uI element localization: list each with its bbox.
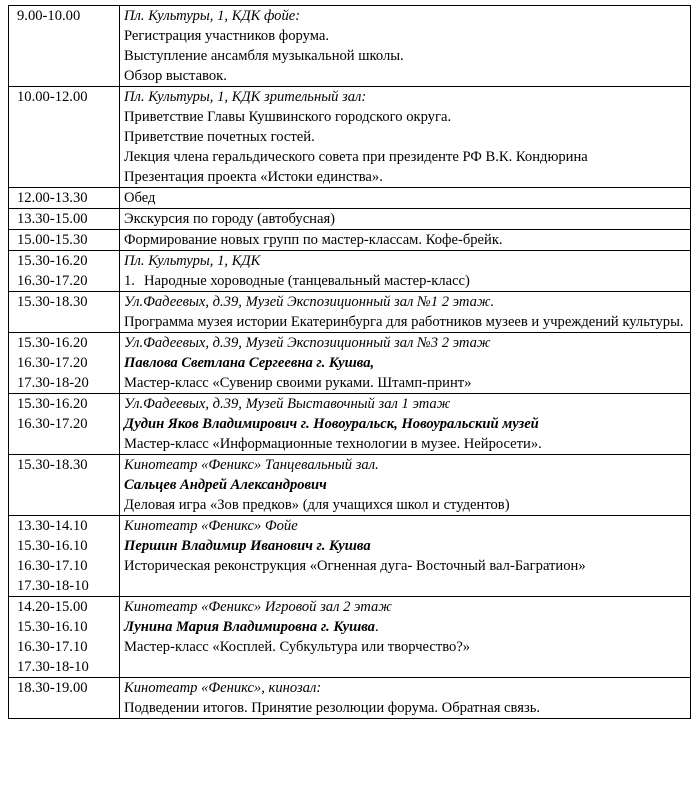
time-slot: 15.30-16.10: [17, 619, 88, 635]
activity-description: Программа музея истории Екатеринбурга для работников музеев и учреждений культуры.: [124, 314, 684, 330]
activity-item: Регистрация участников форума.: [124, 28, 329, 44]
time-cell: [9, 516, 120, 597]
list-number: 1.: [124, 273, 135, 289]
activity-cell: [120, 455, 691, 516]
time-cell: [9, 6, 120, 87]
presenter-line: [124, 617, 690, 637]
time-slot: 16.30-17.20: [17, 355, 88, 371]
activity-cell: [120, 87, 691, 188]
time-cell: [9, 597, 120, 678]
time-slot: 17.30-18-10: [17, 578, 89, 594]
program-schedule-table: [8, 5, 691, 719]
time-cell: [9, 394, 120, 455]
presenter-name: Лунина Мария Владимировна г. Кушва: [124, 619, 375, 635]
activity-cell: [120, 597, 691, 678]
schedule-row: [9, 455, 691, 516]
time-slot: 16.30-17.10: [17, 558, 88, 574]
time-slot: 15.30-16.10: [17, 538, 88, 554]
time-cell: [9, 455, 120, 516]
location-label: Кинотеатр «Феникс», кинозал:: [124, 680, 322, 696]
time-slot: 17.30-18-20: [17, 375, 89, 391]
activity-item: Выступление ансамбля музыкальной школы.: [124, 48, 404, 64]
activity-cell: [120, 333, 691, 394]
activity-item: Подведении итогов. Принятие резолюции форума. Обратная связь.: [124, 700, 541, 716]
presenter-name: Сальцев Андрей Александрович: [124, 477, 327, 493]
location-label: Кинотеатр «Феникс» Фойе: [124, 518, 298, 534]
activity-item: Мастер-класс «Информационные технологии в музее. Нейросети».: [124, 436, 542, 452]
time-cell: [9, 292, 120, 333]
time-cell: [9, 87, 120, 188]
location-label: Ул.Фадеевых, д.39, Музей Экспозиционный зал №1 2 этаж.: [124, 294, 495, 310]
schedule-row: [9, 678, 691, 719]
activity-cell: [120, 516, 691, 597]
activity-cell: [120, 188, 691, 209]
activity-item: Обзор выставок.: [124, 68, 227, 84]
time-slot: 15.30-18.30: [17, 294, 88, 310]
time-slot: 13.30-14.10: [17, 518, 88, 534]
activity-item: Обед: [124, 190, 156, 206]
schedule-row: [9, 87, 691, 188]
schedule-row: [9, 333, 691, 394]
activity-cell: [120, 209, 691, 230]
time-cell: [9, 209, 120, 230]
time-slot: 10.00-12.00: [17, 89, 88, 105]
schedule-row: [9, 230, 691, 251]
schedule-row: [9, 292, 691, 333]
schedule-row: [9, 188, 691, 209]
location-label: Пл. Культуры, 1, КДК зрительный зал:: [124, 89, 367, 105]
presenter-name: Павлова Светлана Сергеевна г. Кушва,: [124, 355, 375, 371]
presenter-name: Першин Владимир Иванович г. Кушва: [124, 538, 371, 554]
activity-cell: [120, 292, 691, 333]
schedule-row: [9, 6, 691, 87]
location-label: Ул.Фадеевых, д.39, Музей Выставочный зал 1 этаж: [124, 396, 451, 412]
time-cell: [9, 251, 120, 292]
activity-item: Приветствие почетных гостей.: [124, 129, 315, 145]
time-slot: 12.00-13.30: [17, 190, 88, 206]
time-slot: 15.00-15.30: [17, 232, 88, 248]
location-label: Кинотеатр «Феникс» Танцевальный зал.: [124, 457, 379, 473]
activity-item: Презентация проекта «Истоки единства».: [124, 169, 383, 185]
activity-item: Экскурсия по городу (автобусная): [124, 211, 336, 227]
activity-item: Мастер-класс «Косплей. Субкультура или творчество?»: [124, 639, 471, 655]
activity-item: Приветствие Главы Кушвинского городского округа.: [124, 109, 452, 125]
presenter-name: Дудин Яков Владимирович г. Новоуральск, Новоуральский музей: [124, 416, 539, 432]
time-cell: [9, 678, 120, 719]
activity-item: Формирование новых групп по мастер-классам. Кофе-брейк.: [124, 232, 503, 248]
activity-cell: [120, 6, 691, 87]
activity-item: Мастер-класс «Сувенир своими руками. Штамп-принт»: [124, 375, 472, 391]
schedule-row: [9, 516, 691, 597]
time-slot: 9.00-10.00: [17, 8, 81, 24]
location-label: Кинотеатр «Феникс» Игровой зал 2 этаж: [124, 599, 392, 615]
schedule-row: [9, 251, 691, 292]
activity-cell: [120, 251, 691, 292]
time-slot: 16.30-17.20: [17, 416, 88, 432]
time-slot: 15.30-16.20: [17, 253, 88, 269]
time-slot: 18.30-19.00: [17, 680, 88, 696]
location-label: Ул.Фадеевых, д.39, Музей Экспозиционный зал №3 2 этаж: [124, 335, 491, 351]
schedule-row: [9, 597, 691, 678]
numbered-activity: [124, 271, 690, 291]
activity-cell: [120, 230, 691, 251]
time-slot: 16.30-17.10: [17, 639, 88, 655]
presenter-suffix: .: [374, 619, 379, 635]
schedule-row: [9, 209, 691, 230]
location-label: Пл. Культуры, 1, КДК фойе:: [124, 8, 301, 24]
time-slot: 15.30-18.30: [17, 457, 88, 473]
activity-item: Лекция члена геральдического совета при президенте РФ В.К. Кондюрина: [124, 149, 588, 165]
time-cell: [9, 333, 120, 394]
time-slot: 15.30-16.20: [17, 335, 88, 351]
time-slot: 14.20-15.00: [17, 599, 88, 615]
activity-item: Народные хороводные (танцевальный мастер-класс): [144, 273, 470, 289]
time-cell: [9, 188, 120, 209]
time-cell: [9, 230, 120, 251]
activity-item: Деловая игра «Зов предков» (для учащихся школ и студентов): [124, 497, 510, 513]
time-slot: 16.30-17.20: [17, 273, 88, 289]
time-slot: 15.30-16.20: [17, 396, 88, 412]
time-slot: 13.30-15.00: [17, 211, 88, 227]
activity-cell: [120, 678, 691, 719]
location-label: Пл. Культуры, 1, КДК: [124, 253, 261, 269]
activity-item: Историческая реконструкция «Огненная дуга- Восточный вал-Багратион»: [124, 558, 586, 574]
schedule-row: [9, 394, 691, 455]
time-slot: 17.30-18-10: [17, 659, 89, 675]
activity-cell: [120, 394, 691, 455]
